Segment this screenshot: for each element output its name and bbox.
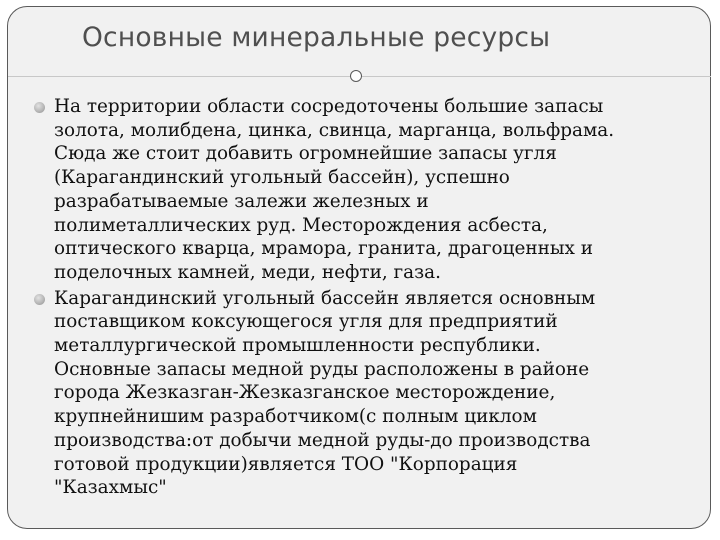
- bullet-1-line-1: На территории области сосредоточены большие запасы: [54, 96, 604, 117]
- bullet-1-line-2: золота, молибдена, цинка, свинца, марганца, вольфрама.: [54, 119, 615, 141]
- bullet-item-1: [34, 95, 684, 285]
- bullet-1-line-6: полиметаллических руд. Месторождения асбеста,: [54, 214, 548, 236]
- bullet-2-line-5: города Жезказган-Жезказганское месторождение,: [54, 382, 556, 404]
- bullet-item-2: [34, 287, 684, 500]
- bullet-text-1: [54, 95, 684, 285]
- bullet-2-line-2: поставщиком коксующегося угля для предприятий: [54, 311, 558, 333]
- bullet-2-line-8: готовой продукции)является ТОО "Корпорация: [54, 453, 518, 475]
- bullet-2-line-6: крупнейнишим разработчиком(с полным циклом: [54, 406, 537, 428]
- bullet-2-line-3: металлургической промышленности республики.: [54, 335, 541, 357]
- bullet-1-line-4: (Карагандинский угольный бассейн), успешно: [54, 167, 510, 189]
- bullet-2-line-7: производства:от добычи медной руды-до производства: [54, 429, 591, 451]
- bullet-1-line-5: разрабатываемые залежи железных и: [54, 190, 429, 212]
- bullet-1-line-3: Сюда же стоит добавить огромнейшие запасы угля: [54, 143, 557, 165]
- slide-title: Основные минеральные ресурсы: [82, 22, 551, 53]
- bullet-2-line-1: Карагандинский угольный бассейн является основным: [54, 287, 596, 309]
- bullet-1-line-7: оптического кварца, мрамора, гранита, драгоценных и: [54, 238, 593, 260]
- bullet-1-line-8: поделочных камней, меди, нефти, газа.: [54, 261, 441, 283]
- bullet-list: [34, 95, 684, 500]
- bullet-icon: [34, 294, 45, 305]
- bullet-2-line-9: "Казахмыс": [54, 477, 167, 499]
- bullet-text-2: [54, 287, 684, 500]
- bullet-icon: [34, 102, 45, 113]
- bullet-2-line-4: Основные запасы медной руды расположены в районе: [54, 358, 590, 380]
